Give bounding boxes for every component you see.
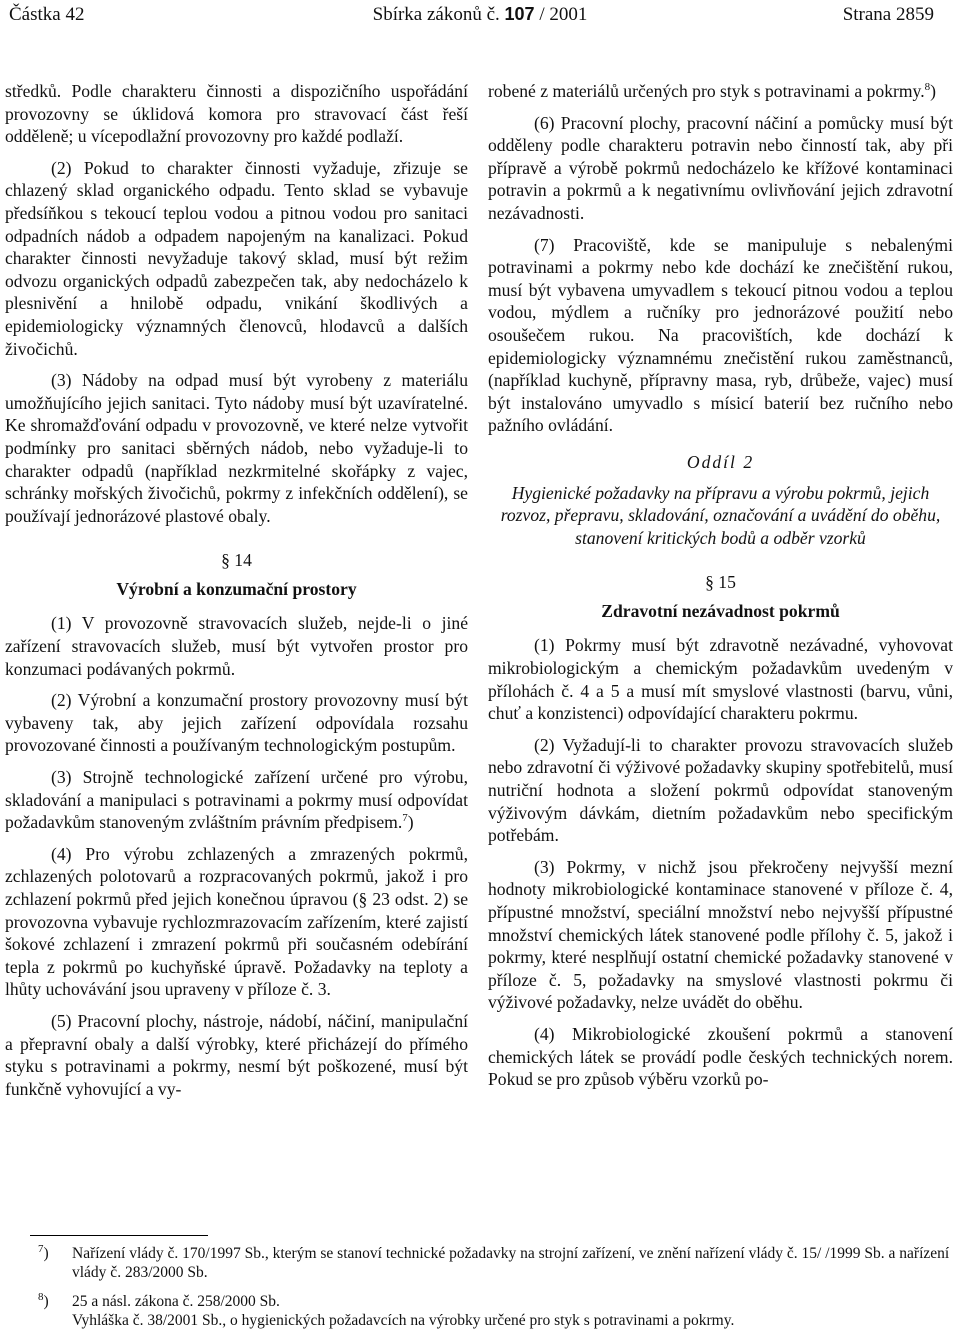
header-issue: Částka 42 [9,4,85,25]
page-header [0,4,960,28]
section-title: Výrobní a konzumační prostory [116,578,357,599]
paragraph: (5) Pracovní plochy, nástroje, nádobí, náčiní, manipulační a přepravní obaly a další výrobky, které přicházejí do přímého styku s potravinami a pokrmy, nesmí být poškozené, musí být funkčně vyhovující a vy- [5,1010,468,1099]
part-subtitle: Hygienické požadavky na přípravu a výrobu pokrmů, jejich rozvoz, přepravu, skladování, označování a uvádění do oběhu, stanovení kritických bodů a odběr vzorků [500,482,941,548]
paragraph-text: robené z materiálů určených pro styk s potravinami a pokrmy. [488,81,925,101]
footnote-text: Vyhláška č. 38/2001 Sb., o hygienických požadavcích na výrobky určené pro styk s potravinami a pokrmy. [72,1312,735,1329]
paragraph: (1) Pokrmy musí být zdravotně nezávadné, vyhovovat mikrobiologickým a chemickým požadavkům uvedeným v přílohách č. 4 a 5 a musí mít smyslové vlastnosti (barvu, vůni, chuť a konzistenci) odpovídající charakteru pokrmu. [488,635,953,724]
part-title: Oddíl 2 [686,451,755,472]
paragraph [488,80,953,103]
paragraph: (2) Vyžadují-li to charakter provozu stravovacích služeb nebo zdravotní či výživové požadavky skupiny spotřebitelů, musí nutriční hodnota a složení pokrmů odpovídat stanoveným výživovým dávkám, dietním požadavkům nebo specifickým potřebám. [488,734,953,846]
left-column [5,80,468,1109]
paragraph: (4) Pro výrobu zchlazených a zmrazených pokrmů, zchlazených polotovarů a rozpracovaných pokrmů, jakož i pro zchlazení pokrmů před jejich konečnou úpravou (§ 23 odst. 2) se provozovna vybavuje rychlozmrazovacím zařízením, které zajistí šokové zchlazení i zmrazení pokrmů při současném odebírání tepla z pokrmů po kuchyňské úpravě. Požadavky na teploty a lhůty uchovávání jsou upraveny v příloze č. 3. [5,843,468,1000]
footnote-mark: $^8$) [38,1290,49,1310]
footnote-number: 7 [38,1242,44,1255]
footnote-reference: 7 [402,812,408,825]
footnote-reference-close: ) [407,812,414,833]
header-collection [0,4,960,26]
footnote-text: Nařízení vlády č. 170/1997 Sb., kterým se stanoví technické požadavky na strojní zařízení, ve znění nařízení vlády č. 15/ /1999 Sb. a nařízení vlády č. 283/2000 Sb. [72,1245,950,1281]
section-number: § 15 [705,572,736,593]
paragraph-text: (3) Strojně technologické zařízení určené pro výrobu, skladování a manipulaci s potravinami a pokrmy musí odpovídat požadavkům stanoveným zvláštním právním předpisem. [5,767,468,833]
right-column [488,80,953,1100]
header-collection-number: 107 [504,4,535,24]
paragraph: (4) Mikrobiologické zkoušení pokrmů a stanovení chemických látek se provádí podle českých technických norem. Pokud se pro způsob výběru vzorků po- [488,1023,953,1090]
footnote-text: 25 a násl. zákona č. 258/2000 Sb. [72,1293,280,1310]
paragraph: (3) Pokrmy, v nichž jsou překročeny nejvyšší mezní hodnoty mikrobiologické kontaminace stanovené v příloze č. 4, přípustné množství, speciální množství nebo nejvyšší přípustné množství chemických látek stanovené podle přílohy č. 5, jakož i pokrmy, které nesplňují ostatní chemické požadavky stanovené v příloze č. 5, požadavky na smyslové vlastnosti pokrmu či výživové požadavky, nelze uvádět do oběhu. [488,856,953,1013]
paragraph: středků. Podle charakteru činnosti a dispozičního uspořádání provozovny se úklidová komora pro stravovací část řeší odděleně; u vícepodlažní provozovny pro každé podlaží. [5,81,468,147]
paragraph: (7) Pracoviště, kde se manipuluje s nebalenými potravinami a pokrmy nebo kde dochází ke znečištění rukou, musí být vybavena umyvadlem s tekoucí pitnou vodou a teplou vodou, mýdlem a ručníky pro jednorázové použití nebo osoušečem rukou. Na pracovištích, kde dochází k epidemiologicky významnému znečistění rukou zaměstnanců, (například kuchyně, přípravny masa, ryb, drůbeže, vajec) musí být instalováno umyvadlo s mísicí baterií bez ručního nebo pažního ovládání. [488,234,953,436]
paragraph: (1) V provozovně stravovacích služeb, nejde-li o jiné zařízení stravovacích služeb, musí být vytvořen prostor pro konzumaci podávaných pokrmů. [5,613,468,679]
footnote-divider [30,1235,208,1236]
footnote-mark: $^7$) [38,1242,49,1262]
footnote-number: 8 [38,1290,44,1303]
section-number: § 14 [221,550,252,571]
footnote-reference: 8 [924,81,931,94]
footnote [38,1244,950,1282]
header-collection-year: / 2001 [534,4,588,25]
paragraph: (6) Pracovní plochy, pracovní náčiní a pomůcky musí být odděleny podle charakteru potravin nebo činností tak, aby při přípravě a výrobě pokrmů nedocházelo ke křížové kontaminaci potravin a pokrmů a k negativnímu ovlivňování jejich zdravotní nezávadnosti. [488,112,953,223]
header-page-number: Strana 2859 [842,4,934,25]
paragraph: (2) Výrobní a konzumační prostory provozovny musí být vybaveny tak, aby jejich zařízení odpovídala rozsahu provozované činnosti a používaným technologickým postupům. [5,690,468,756]
footnote-reference-close: ) [930,81,936,101]
section-title: Zdravotní nezávadnost pokrmů [601,600,840,621]
paragraph: (3) Nádoby na odpad musí být vyrobeny z materiálu umožňujícího jejich sanitaci. Tyto nádoby musí být uzavíratelné. Ke shromažďování odpadu v provozovně, ve které nelze vytvořit podmínky pro sanitaci sběrných nádob, nebo vyžaduje-li to charakter odpadů (například nezkrmitelné skořápky z vajec, schránky mořských živočichů, pokrmy z infekčních oddělení), se používají jednorázové plastové obaly. [5,370,468,526]
paragraph [5,766,468,834]
paragraph: (2) Pokud to charakter činnosti vyžaduje, zřizuje se chlazený sklad organického odpadu. Tento sklad se vybavuje předsíňkou s tekoucí teplou vodou a pitnou vodou pro sanitaci odpadních nádob a odpadem napojeným na kanalizaci. Pokud charakter činnosti nevyžaduje takový sklad, musí být režim odvozu organických odpadů zabezpečen tak, aby nedocházelo k plesnivění a hnilobě odpadu, vnikání škodlivých a epidemiologicky významných členovců, hlodavců a dalších živočichů. [5,157,468,359]
footnote [38,1292,950,1330]
header-collection-prefix: Sbírka zákonů č. [372,4,505,25]
